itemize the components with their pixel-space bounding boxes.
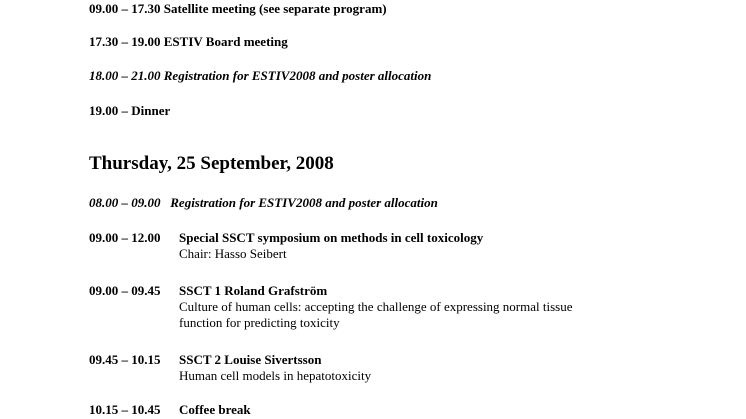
session-entry bbox=[89, 352, 371, 384]
session-detail-line: Human cell models in hepatotoxicity bbox=[179, 368, 372, 383]
schedule-item-board-meeting: 17.30 – 19.00 ESTIV Board meeting bbox=[89, 34, 288, 49]
session-detail-line: function for predicting toxicity bbox=[179, 315, 340, 330]
schedule-item-satellite-meeting: 09.00 – 17.30 Satellite meeting (see separate program) bbox=[89, 1, 387, 16]
registration-entry bbox=[89, 195, 438, 211]
session-time: 09.00 – 09.45 bbox=[89, 283, 161, 298]
session-time: 09.45 – 10.15 bbox=[89, 352, 161, 367]
registration-time: 08.00 – 09.00 bbox=[89, 195, 161, 210]
session-title: SSCT 2 Louise Sivertsson bbox=[179, 352, 322, 367]
session-detail-line: Chair: Hasso Seibert bbox=[179, 246, 287, 261]
session-time: 10.15 – 10.45 bbox=[89, 402, 161, 417]
session-title: Coffee break bbox=[179, 402, 251, 417]
registration-title: Registration for ESTIV2008 and poster allocation bbox=[170, 195, 438, 210]
session-title: SSCT 1 Roland Grafström bbox=[179, 283, 328, 298]
session-entry bbox=[89, 283, 573, 331]
session-entry bbox=[89, 230, 483, 262]
schedule-item-dinner: 19.00 – Dinner bbox=[89, 103, 171, 118]
session-entry bbox=[89, 402, 251, 418]
schedule-item-registration: 18.00 – 21.00 Registration for ESTIV2008 and poster allocation bbox=[89, 68, 432, 83]
day-heading: Thursday, 25 September, 2008 bbox=[89, 153, 334, 174]
session-title: Special SSCT symposium on methods in cell toxicology bbox=[179, 230, 484, 245]
session-time: 09.00 – 12.00 bbox=[89, 230, 161, 245]
session-detail-line: Culture of human cells: accepting the challenge of expressing normal tissue bbox=[179, 299, 573, 314]
